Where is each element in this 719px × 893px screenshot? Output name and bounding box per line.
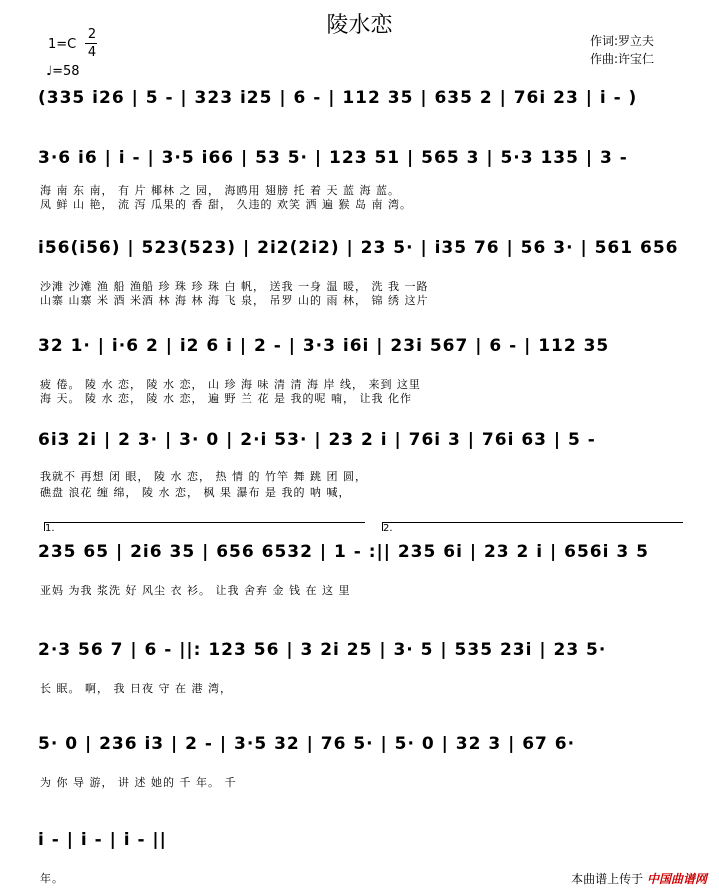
lyric-verse-1: 海 南 东 南， 有 片 椰林 之 园， 海鸥用 翅膀 托 着 天 蓝 海 蓝。 <box>40 184 400 197</box>
notation-line: i56(i56) | 523(523) | 2i2(2i2) | 23 5· | i35 76 | 56 3· | 561 656 <box>38 238 679 258</box>
lyric-verse-2: 海 天。 陵 水 恋， 陵 水 恋， 遍 野 兰 花 是 我的呢 喃， 让我 化作 <box>40 392 412 405</box>
site-footer <box>571 870 707 887</box>
volta-bracket-2 <box>382 522 683 534</box>
notation-line: 6i3 2i | 2 3· | 3· 0 | 2·i 53· | 23 2 i | 76i 3 | 76i 63 | 5 - <box>38 430 596 450</box>
notation-line: (335 i26 | 5 - | 323 i25 | 6 - | 112 35 | 635 2 | 76i 23 | i - ) <box>38 88 638 108</box>
notation-line: 3·6 i6 | i - | 3·5 i66 | 53 5· | 123 51 | 565 3 | 5·3 135 | 3 - <box>38 148 628 168</box>
lyric-verse-1: 亚妈 为我 浆洗 好 风尘 衣 衫。 让我 舍弃 金 钱 在 这 里 <box>40 584 351 597</box>
song-title: 陵水恋 <box>326 13 393 38</box>
notation-line: 32 1· | i·6 2 | i2 6 i | 2 - | 3·3 i6i | 23i 567 | 6 - | 112 35 <box>38 336 610 356</box>
tempo-marking: ♩=58 <box>46 64 80 79</box>
lyric-verse-2: 凤 鲜 山 艳， 流 泻 瓜果的 香 甜， 久违的 欢笑 洒 遍 猴 岛 南 湾。 <box>40 198 412 211</box>
lyric-verse-1: 沙滩 沙滩 渔 船 渔船 珍 珠 珍 珠 白 帆， 送我 一身 温 暖， 洗 我 一路 <box>40 280 429 293</box>
notation-line: i - | i - | i - || <box>38 830 167 850</box>
volta-label-1: 1. <box>45 523 55 534</box>
lyric-verse-1: 年。 <box>40 872 64 885</box>
lyric-verse-1: 疲 倦。 陵 水 恋， 陵 水 恋， 山 珍 海 味 清 清 海 岸 线， 来到 这里 <box>40 378 421 391</box>
key-signature: 1=C <box>48 37 77 52</box>
composer-credit: 作曲:许宝仁 <box>590 52 655 66</box>
notation-line: 5· 0 | 236 i3 | 2 - | 3·5 32 | 76 5· | 5· 0 | 32 3 | 67 6· <box>38 734 576 754</box>
volta-bracket-1 <box>44 522 365 534</box>
site-logo: 中国曲谱网 <box>646 872 707 886</box>
lyric-verse-1: 为 你 导 游， 讲 述 她的 千 年。 千 <box>40 776 237 789</box>
lyric-verse-1: 长 眠。 啊， 我 日夜 守 在 港 湾， <box>40 682 232 695</box>
lyricist-credit: 作词:罗立夫 <box>590 34 655 48</box>
upload-note: 本曲谱上传于 <box>571 872 644 886</box>
lyric-verse-2: 山寨 山寨 米 酒 米酒 林 海 林 海 飞 泉， 吊罗 山的 雨 林， 锦 绣 这片 <box>40 294 429 307</box>
notation-line: 235 65 | 2i6 35 | 656 6532 | 1 - :|| 235 6i | 23 2 i | 656i 3 5 <box>38 542 649 562</box>
time-signature-denominator: 4 <box>87 45 97 60</box>
time-signature-numerator: 2 <box>87 27 97 42</box>
volta-label-2: 2. <box>383 523 393 534</box>
lyric-verse-2: 礁盘 浪花 缠 绵， 陵 水 恋， 枫 果 瀑布 是 我的 呐 喊， <box>40 486 351 499</box>
notation-line: 2·3 56 7 | 6 - ||: 123 56 | 3 2i 25 | 3· 5 | 535 23i | 23 5· <box>38 640 607 660</box>
lyric-verse-1: 我就不 再想 闭 眼， 陵 水 恋， 热 情 的 竹竿 舞 跳 团 圆， <box>40 470 367 483</box>
